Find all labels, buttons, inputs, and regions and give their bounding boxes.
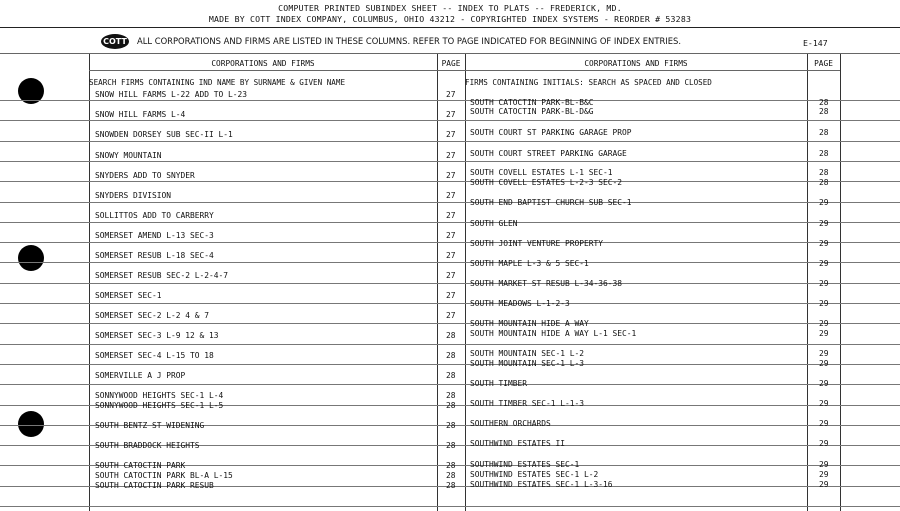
page-number: 27 <box>446 191 456 200</box>
page-number: 27 <box>446 251 456 260</box>
list-item: SOUTH MEADOWS L-1-2-3 <box>470 299 570 308</box>
list-item: SOUTH COURT ST PARKING GARAGE PROP <box>470 128 632 137</box>
page-number: 29 <box>819 198 829 207</box>
list-item: SOUTH CATOCTIN PARK RESUB <box>95 481 214 490</box>
list-item: SOMERSET SEC-2 L-2 4 & 7 <box>95 311 210 320</box>
page-number: 28 <box>446 421 456 430</box>
list-item: SOMERSET RESUB L-18 SEC-4 <box>95 251 214 260</box>
page-number: 28 <box>819 178 829 187</box>
list-item: SNOW HILL FARMS L-4 <box>95 110 186 119</box>
page-number: 27 <box>446 110 456 119</box>
column-divider <box>89 53 90 511</box>
cott-logo: COTT <box>101 34 129 49</box>
list-item: SOUTH COVELL ESTATES L-1 SEC-1 <box>470 168 613 177</box>
list-item: SOUTH END BAPTIST CHURCH SUB SEC-1 <box>470 198 632 207</box>
list-item: SOUTHWIND ESTATES SEC-1 L-3-16 <box>470 480 613 489</box>
page-number: 28 <box>446 461 456 470</box>
page-number: 28 <box>819 107 829 116</box>
page-number: 29 <box>819 299 829 308</box>
column-divider <box>807 53 808 511</box>
list-item: SOUTH COURT STREET PARKING GARAGE <box>470 149 627 158</box>
row-rule <box>0 222 900 223</box>
sheet-number: E-147 <box>803 38 828 48</box>
row-rule <box>0 202 900 203</box>
page-number: 27 <box>446 171 456 180</box>
list-item: SOUTH MOUNTAIN HIDE A WAY L-1 SEC-1 <box>470 329 637 338</box>
right-column-instruction: FIRMS CONTAINING INITIALS: SEARCH AS SPACED AND CLOSED <box>465 78 712 87</box>
page-number: 28 <box>446 481 456 490</box>
page-number: 28 <box>446 401 456 410</box>
page-number: 29 <box>819 480 829 489</box>
page-number: 29 <box>819 379 829 388</box>
list-item: SOUTH CATOCTIN PARK <box>95 461 186 470</box>
row-rule <box>0 141 900 142</box>
binder-hole-middle <box>18 245 44 271</box>
right-page-header: PAGE <box>814 59 833 68</box>
page-number: 28 <box>446 331 456 340</box>
notice-text: ALL CORPORATIONS AND FIRMS ARE LISTED IN THESE COLUMNS. REFER TO PAGE INDICATED FOR BEGINNING OF INDEX ENTRIES. <box>137 36 682 46</box>
list-item: SNOWY MOUNTAIN <box>95 151 162 160</box>
right-column-header: CORPORATIONS AND FIRMS <box>584 59 688 68</box>
page-number: 29 <box>819 439 829 448</box>
page-number: 29 <box>819 460 829 469</box>
page-number: 27 <box>446 211 456 220</box>
page-number: 27 <box>446 130 456 139</box>
header-rule <box>0 53 900 54</box>
page-number: 29 <box>819 259 829 268</box>
page-number: 29 <box>819 470 829 479</box>
list-item: SOUTHWIND ESTATES SEC-1 <box>470 460 580 469</box>
list-item: SOUTH MOUNTAIN SEC-1 L-3 <box>470 359 585 368</box>
list-item: SNOWDEN DORSEY SUB SEC-II L-1 <box>95 130 233 139</box>
header-rule <box>89 70 840 71</box>
page-number: 27 <box>446 291 456 300</box>
page-number: 29 <box>819 239 829 248</box>
page-number: 28 <box>446 371 456 380</box>
row-rule <box>0 283 900 284</box>
list-item: SOUTH COVELL ESTATES L-2-3 SEC-2 <box>470 178 623 187</box>
sheet-subtitle: MADE BY COTT INDEX COMPANY, COLUMBUS, OHIO 43212 - COPYRIGHTED INDEX SYSTEMS - REORDER # 53283 <box>208 14 692 24</box>
row-rule <box>0 100 900 101</box>
page-number: 27 <box>446 271 456 280</box>
page-number: 29 <box>819 349 829 358</box>
list-item: SOMERSET SEC-4 L-15 TO 18 <box>95 351 214 360</box>
row-rule <box>0 364 900 365</box>
list-item: SNOW HILL FARMS L-22 ADD TO L-23 <box>95 90 248 99</box>
list-item: SOMERSET SEC-3 L-9 12 & 13 <box>95 331 219 340</box>
list-item: SNYDERS ADD TO SNYDER <box>95 171 195 180</box>
column-divider <box>437 53 438 511</box>
page-number: 29 <box>819 399 829 408</box>
row-rule <box>0 242 900 243</box>
list-item: SOUTH CATOCTIN PARK-BL-D&G <box>470 107 594 116</box>
page-number: 29 <box>819 279 829 288</box>
left-column-header: CORPORATIONS AND FIRMS <box>211 59 315 68</box>
row-rule <box>0 344 900 345</box>
top-rule <box>0 27 900 28</box>
page-number: 27 <box>446 311 456 320</box>
page-number: 27 <box>446 231 456 240</box>
list-item: SOUTH TIMBER SEC-1 L-1-3 <box>470 399 585 408</box>
list-item: SOUTHERN ORCHARDS <box>470 419 551 428</box>
left-column-instruction: SEARCH FIRMS CONTAINING IND NAME BY SURNAME & GIVEN NAME <box>89 78 346 87</box>
list-item: SOUTH MOUNTAIN SEC-1 L-2 <box>470 349 585 358</box>
row-rule <box>0 303 900 304</box>
page-number: 29 <box>819 219 829 228</box>
list-item: SOUTHWIND ESTATES SEC-1 L-2 <box>470 470 599 479</box>
binder-hole-bottom <box>18 411 44 437</box>
list-item: SOUTH CATOCTIN PARK-BL-B&C <box>470 98 594 107</box>
list-item: SOUTH JOINT VENTURE PROPERTY <box>470 239 604 248</box>
row-rule <box>0 506 900 507</box>
list-item: SOUTH MOUNTAIN HIDE A WAY <box>470 319 589 328</box>
list-item: SOUTH MARKET ST RESUB L-34-36-38 <box>470 279 623 288</box>
column-divider <box>465 53 466 511</box>
page-number: 29 <box>819 319 829 328</box>
list-item: SOUTH CATOCTIN PARK BL-A L-15 <box>95 471 233 480</box>
page-number: 27 <box>446 151 456 160</box>
list-item: SOUTH BRADDOCK HEIGHTS <box>95 441 200 450</box>
row-rule <box>0 181 900 182</box>
page-number: 27 <box>446 90 456 99</box>
page-number: 29 <box>819 419 829 428</box>
row-rule <box>0 161 900 162</box>
row-rule <box>0 262 900 263</box>
page-number: 28 <box>819 149 829 158</box>
list-item: SOMERSET SEC-1 <box>95 291 162 300</box>
left-page-header: PAGE <box>441 59 461 68</box>
page-number: 29 <box>819 329 829 338</box>
page-number: 28 <box>446 471 456 480</box>
list-item: SOUTHWIND ESTATES II <box>470 439 566 448</box>
page-number: 29 <box>819 359 829 368</box>
page-number: 28 <box>819 168 829 177</box>
list-item: SOMERSET RESUB SEC-2 L-2-4-7 <box>95 271 229 280</box>
list-item: SOUTH MAPLE L-3 & 5 SEC-1 <box>470 259 589 268</box>
row-rule <box>0 323 900 324</box>
list-item: SOUTH TIMBER <box>470 379 528 388</box>
column-divider <box>840 53 841 511</box>
list-item: SNYDERS DIVISION <box>95 191 172 200</box>
list-item: SONNYWOOD HEIGHTS SEC-1 L-4 <box>95 391 224 400</box>
page-number: 28 <box>446 441 456 450</box>
list-item: SOUTH BENTZ ST WIDENING <box>95 421 205 430</box>
list-item: SOLLITTOS ADD TO CARBERRY <box>95 211 214 220</box>
row-rule <box>0 120 900 121</box>
list-item: SOUTH GLEN <box>470 219 518 228</box>
list-item: SOMERSET AMEND L-13 SEC-3 <box>95 231 214 240</box>
list-item: SONNYWOOD HEIGHTS SEC-1 L-5 <box>95 401 224 410</box>
row-rule <box>0 384 900 385</box>
page-number: 28 <box>819 98 829 107</box>
page-number: 28 <box>446 391 456 400</box>
page-number: 28 <box>446 351 456 360</box>
list-item: SOMERVILLE A J PROP <box>95 371 186 380</box>
sheet-title: COMPUTER PRINTED SUBINDEX SHEET -- INDEX TO PLATS -- FREDERICK, MD. <box>278 3 622 13</box>
page-number: 28 <box>819 128 829 137</box>
